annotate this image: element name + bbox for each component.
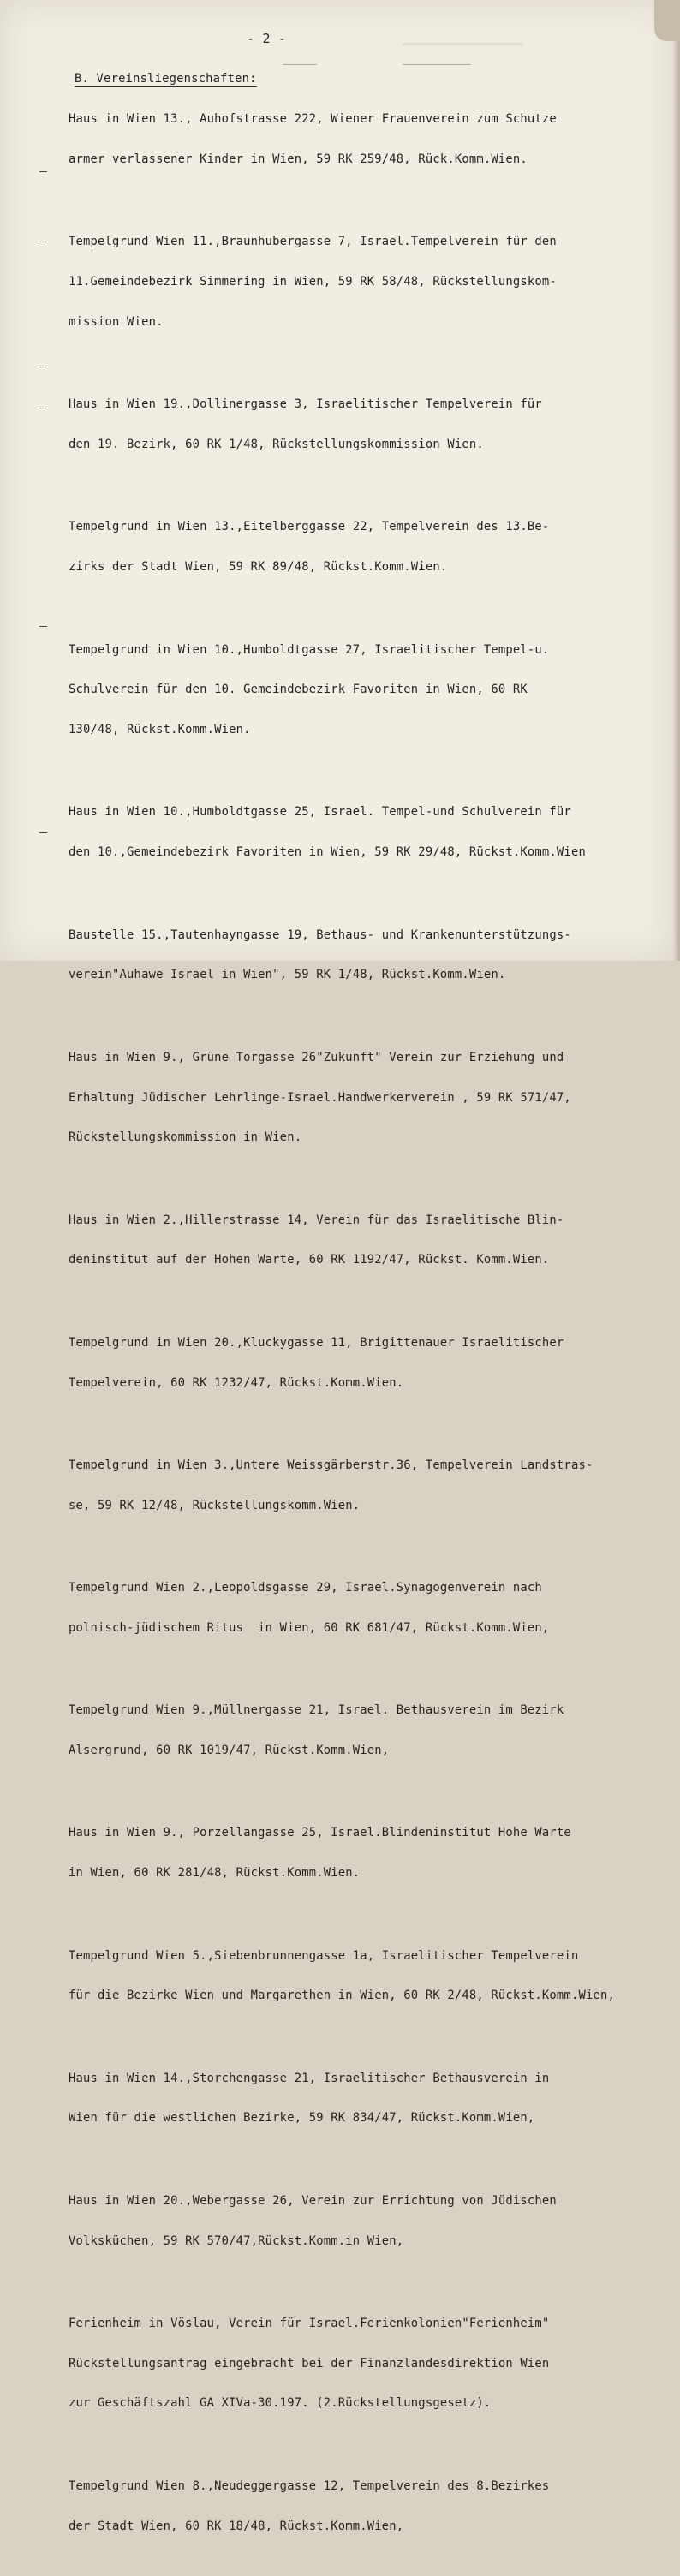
entry-line: Tempelgrund Wien 9.,Müllnergasse 21, Israel. Bethausverein im Bezirk	[69, 1703, 564, 1718]
entry-line: Haus in Wien 9., Porzellangasse 25, Israel.Blindeninstitut Hohe Warte	[69, 1826, 571, 1840]
entry-line: polnisch-jüdischem Ritus in Wien, 60 RK 681/47, Rückst.Komm.Wien,	[69, 1620, 550, 1635]
property-entry	[69, 1187, 668, 1294]
entry-line: Ferienheim in Vöslau, Verein für Israel.Ferienkolonien"Ferienheim"	[69, 2316, 550, 2330]
corner-stain	[654, 0, 680, 41]
margin-mark	[39, 171, 47, 172]
property-list	[69, 86, 668, 2576]
margin-mark	[39, 626, 47, 627]
property-entry	[69, 1433, 668, 1540]
margin-mark	[39, 832, 47, 833]
entry-line: Haus in Wien 2.,Hillerstrasse 14, Verein für das Israelitische Blin-	[69, 1213, 564, 1227]
bleed-through-decoration: ▬▬▬▬▬▬▬▬▬▬▬▬▬▬▬▬▬▬	[403, 38, 523, 51]
entry-line: 11.Gemeindebezirk Simmering in Wien, 59 RK 58/48, Rückstellungskom-	[69, 275, 557, 289]
entry-line: Erhaltung Jüdischer Lehrlinge-Israel.Handwerkerverein , 59 RK 571/47,	[69, 1090, 571, 1105]
entry-line: Tempelgrund in Wien 20.,Kluckygasse 11, Brigittenauer Israelitischer	[69, 1335, 564, 1350]
property-entry	[69, 1678, 668, 1785]
entry-line: Rückstellungskommission in Wien.	[69, 1130, 302, 1145]
entry-line: Haus in Wien 9., Grüne Torgasse 26"Zukunft" Verein zur Erziehung und	[69, 1050, 564, 1064]
heading-dash-1	[283, 64, 317, 65]
entry-line: Tempelgrund in Wien 10.,Humboldtgasse 27, Israelitischer Tempel-u.	[69, 642, 550, 657]
entry-line: mission Wien.	[69, 314, 164, 329]
property-entry	[69, 779, 668, 886]
property-entry	[69, 1310, 668, 1417]
section-heading-text: B. Vereinsliegenschaften:	[75, 72, 257, 86]
entry-line: den 19. Bezirk, 60 RK 1/48, Rückstellungskommission Wien.	[69, 438, 484, 452]
heading-dash-2	[403, 64, 471, 65]
entry-line: Alsergrund, 60 RK 1019/47, Rückst.Komm.Wien,	[69, 1744, 390, 1757]
entry-line: Baustelle 15.,Tautenhayngasse 19, Bethaus- und Krankenunterstützungs-	[69, 927, 571, 942]
entry-line: Tempelgrund Wien 2.,Leopoldsgasse 29, Israel.Synagogenverein nach	[69, 1581, 542, 1595]
page-number: - 2 -	[247, 31, 287, 46]
entry-line: zirks der Stadt Wien, 59 RK 89/48, Rückst.Komm.Wien.	[69, 560, 448, 575]
property-entry	[69, 86, 668, 194]
property-entry	[69, 209, 668, 356]
entry-line: Tempelverein, 60 RK 1232/47, Rückst.Komm.Wien.	[69, 1375, 404, 1390]
entry-line: der Stadt Wien, 60 RK 18/48, Rückst.Komm.Wien,	[69, 2519, 404, 2533]
entry-line: Haus in Wien 19.,Dollinergasse 3, Israelitischer Tempelverein für	[69, 397, 542, 412]
property-entry	[69, 902, 668, 1009]
entry-line: se, 59 RK 12/48, Rückstellungskomm.Wien.	[69, 1498, 361, 1512]
property-entry	[69, 1025, 668, 1172]
entry-line: Tempelgrund in Wien 13.,Eitelberggasse 22, Tempelverein des 13.Be-	[69, 520, 550, 534]
entry-line: armer verlassener Kinder in Wien, 59 RK 259/48, Rück.Komm.Wien.	[69, 152, 528, 166]
entry-line: zur Geschäftszahl GA XIVa-30.197. (2.Rückstellungsgesetz).	[69, 2396, 492, 2411]
entry-line: Haus in Wien 13., Auhofstrasse 222, Wiener Frauenverein zum Schutze	[69, 112, 557, 127]
entry-line: 130/48, Rückst.Komm.Wien.	[69, 723, 251, 737]
entry-line: Tempelgrund Wien 11.,Braunhubergasse 7, Israel.Tempelverein für den	[69, 235, 557, 249]
entry-line: Schulverein für den 10. Gemeindebezirk Favoriten in Wien, 60 RK	[69, 683, 528, 697]
entry-line: Tempelgrund Wien 5.,Siebenbrunnengasse 1a, Israelitischer Tempelverein	[69, 1948, 579, 1963]
entry-line: den 10.,Gemeindebezirk Favoriten in Wien, 59 RK 29/48, Rückst.Komm.Wien	[69, 845, 586, 860]
property-entry	[69, 1800, 668, 1907]
entry-line: Tempelgrund Wien 8.,Neudeggergasse 12, Tempelverein des 8.Bezirkes	[69, 2478, 550, 2493]
entry-line: Haus in Wien 10.,Humboldtgasse 25, Israel. Tempel-und Schulverein für	[69, 805, 571, 820]
property-entry	[69, 1555, 668, 1662]
entry-line: Rückstellungsantrag eingebracht bei der Finanzlandesdirektion Wien	[69, 2356, 550, 2370]
property-entry	[69, 2045, 668, 2152]
entry-line: Volksküchen, 59 RK 570/47,Rückst.Komm.in Wien,	[69, 2233, 404, 2248]
property-entry	[69, 2454, 668, 2561]
paper-edge	[673, 0, 680, 961]
entry-line: in Wien, 60 RK 281/48, Rückst.Komm.Wien.	[69, 1866, 361, 1881]
entry-line: deninstitut auf der Hohen Warte, 60 RK 1192/47, Rückst. Komm.Wien.	[69, 1253, 550, 1267]
property-entry	[69, 372, 668, 479]
entry-line: Tempelgrund in Wien 3.,Untere Weissgärberstr.36, Tempelverein Landstras-	[69, 1458, 594, 1472]
property-entry	[69, 2168, 668, 2275]
property-entry	[69, 1923, 668, 2030]
entry-line: Haus in Wien 20.,Webergasse 26, Verein zur Errichtung von Jüdischen	[69, 2193, 557, 2208]
entry-line: verein"Auhawe Israel in Wien", 59 RK 1/48, Rückst.Komm.Wien.	[69, 968, 506, 982]
entry-line: für die Bezirke Wien und Margarethen in Wien, 60 RK 2/48, Rückst.Komm.Wien,	[69, 1989, 615, 2003]
entry-line: Haus in Wien 14.,Storchengasse 21, Israelitischer Bethausverein in	[69, 2071, 550, 2085]
property-entry	[69, 2291, 668, 2438]
entry-line: Wien für die westlichen Bezirke, 59 RK 834/47, Rückst.Komm.Wien,	[69, 2111, 535, 2126]
property-entry	[69, 494, 668, 601]
property-entry	[69, 617, 668, 764]
